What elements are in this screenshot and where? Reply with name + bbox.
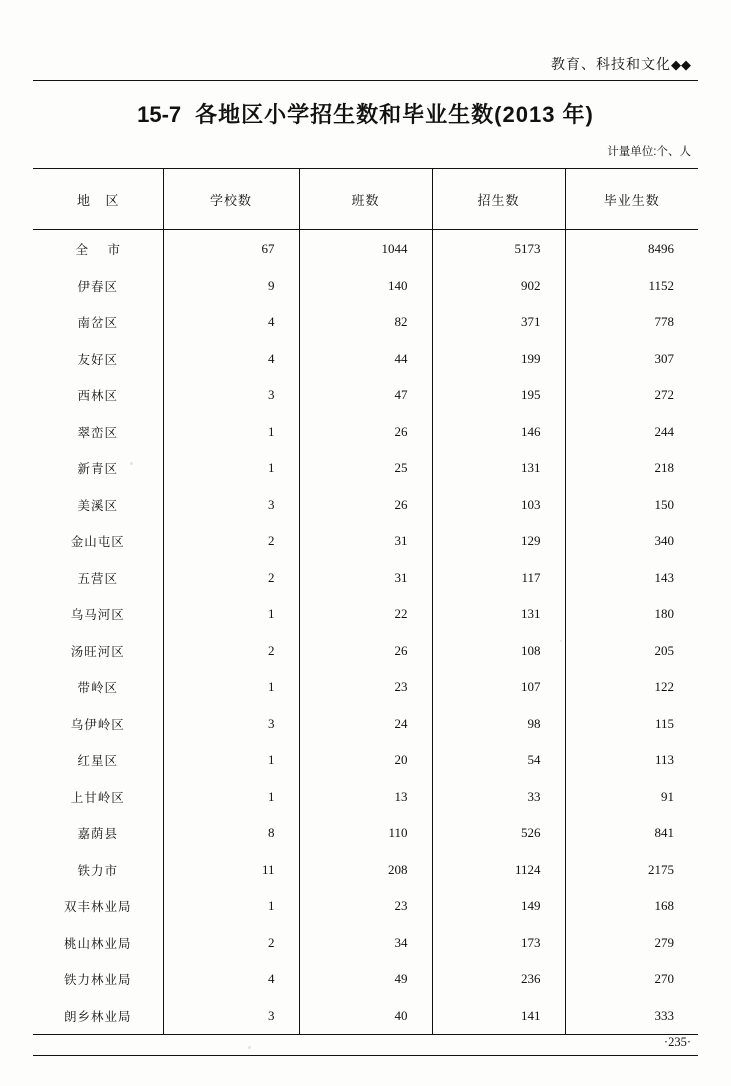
cell-schools: 3 <box>163 706 299 743</box>
cell-enrolled: 1124 <box>432 852 565 889</box>
table-header-row <box>33 169 698 230</box>
cell-enrolled: 117 <box>432 560 565 597</box>
running-head <box>551 54 691 74</box>
cell-enrolled: 5173 <box>432 230 565 268</box>
cell-region: 乌伊岭区 <box>70 717 125 732</box>
cell-region: 桃山林业局 <box>63 936 132 951</box>
cell-region: 上甘岭区 <box>70 790 125 805</box>
cell-schools: 8 <box>163 815 299 852</box>
cell-classes: 49 <box>299 961 432 998</box>
cell-classes: 47 <box>299 377 432 414</box>
column-header-schools: 学校数 <box>163 169 299 230</box>
cell-region: 美溪区 <box>77 498 118 513</box>
table-row <box>33 487 698 524</box>
cell-region: 友好区 <box>77 352 118 367</box>
scan-speck <box>560 640 562 642</box>
cell-classes: 24 <box>299 706 432 743</box>
cell-classes: 22 <box>299 596 432 633</box>
cell-region: 金山屯区 <box>70 535 125 550</box>
table-title-text: 各地区小学招生数和毕业生数(2013 年) <box>195 102 594 127</box>
cell-graduates: 340 <box>565 523 698 560</box>
cell-graduates: 150 <box>565 487 698 524</box>
cell-schools: 67 <box>163 230 299 268</box>
statistics-table <box>33 168 698 1034</box>
cell-classes: 40 <box>299 998 432 1035</box>
cell-graduates: 307 <box>565 341 698 378</box>
cell-schools: 3 <box>163 998 299 1035</box>
cell-classes: 26 <box>299 487 432 524</box>
cell-region: 铁力市 <box>77 863 118 878</box>
cell-graduates: 244 <box>565 414 698 451</box>
cell-classes: 82 <box>299 304 432 341</box>
cell-schools: 9 <box>163 268 299 305</box>
cell-classes: 1044 <box>299 230 432 268</box>
cell-classes: 23 <box>299 888 432 925</box>
footer-divider <box>33 1055 698 1056</box>
table-row <box>33 815 698 852</box>
cell-schools: 3 <box>163 487 299 524</box>
table-row <box>33 230 698 268</box>
column-header-classes: 班数 <box>299 169 432 230</box>
cell-enrolled: 236 <box>432 961 565 998</box>
cell-classes: 25 <box>299 450 432 487</box>
cell-graduates: 168 <box>565 888 698 925</box>
cell-region: 翠峦区 <box>77 425 118 440</box>
cell-graduates: 272 <box>565 377 698 414</box>
cell-enrolled: 149 <box>432 888 565 925</box>
cell-classes: 140 <box>299 268 432 305</box>
cell-graduates: 270 <box>565 961 698 998</box>
cell-enrolled: 195 <box>432 377 565 414</box>
cell-graduates: 113 <box>565 742 698 779</box>
table-row <box>33 523 698 560</box>
running-head-marks: ◆◆ <box>671 57 691 72</box>
scan-speck <box>130 462 133 465</box>
table-body <box>33 230 698 1035</box>
column-header-enrolled: 招生数 <box>432 169 565 230</box>
table-row <box>33 852 698 889</box>
cell-region: 带岭区 <box>77 681 118 696</box>
cell-schools: 1 <box>163 669 299 706</box>
table-row <box>33 377 698 414</box>
cell-classes: 208 <box>299 852 432 889</box>
cell-schools: 4 <box>163 341 299 378</box>
header-divider <box>33 80 698 81</box>
cell-region: 嘉荫县 <box>77 827 118 842</box>
running-head-text: 教育、科技和文化 <box>551 56 671 72</box>
cell-schools: 4 <box>163 961 299 998</box>
table-row <box>33 450 698 487</box>
cell-schools: 1 <box>163 596 299 633</box>
cell-classes: 20 <box>299 742 432 779</box>
cell-schools: 3 <box>163 377 299 414</box>
cell-schools: 1 <box>163 742 299 779</box>
cell-region: 南岔区 <box>77 316 118 331</box>
table-row <box>33 633 698 670</box>
cell-region: 汤旺河区 <box>70 644 125 659</box>
cell-classes: 23 <box>299 669 432 706</box>
cell-region: 西林区 <box>77 389 118 404</box>
cell-enrolled: 141 <box>432 998 565 1035</box>
table-header <box>33 169 698 230</box>
cell-schools: 11 <box>163 852 299 889</box>
cell-enrolled: 199 <box>432 341 565 378</box>
cell-enrolled: 131 <box>432 450 565 487</box>
cell-enrolled: 33 <box>432 779 565 816</box>
cell-graduates: 8496 <box>565 230 698 268</box>
cell-region: 铁力林业局 <box>63 973 132 988</box>
cell-region: 乌马河区 <box>70 608 125 623</box>
cell-enrolled: 902 <box>432 268 565 305</box>
cell-graduates: 1152 <box>565 268 698 305</box>
cell-enrolled: 54 <box>432 742 565 779</box>
cell-schools: 4 <box>163 304 299 341</box>
cell-graduates: 778 <box>565 304 698 341</box>
table-row <box>33 414 698 451</box>
cell-schools: 2 <box>163 633 299 670</box>
cell-classes: 110 <box>299 815 432 852</box>
cell-enrolled: 131 <box>432 596 565 633</box>
table-row <box>33 268 698 305</box>
cell-region: 红星区 <box>77 754 118 769</box>
table-row <box>33 304 698 341</box>
table-row <box>33 669 698 706</box>
cell-schools: 1 <box>163 779 299 816</box>
cell-classes: 44 <box>299 341 432 378</box>
cell-schools: 2 <box>163 560 299 597</box>
cell-region: 五营区 <box>77 571 118 586</box>
cell-enrolled: 173 <box>432 925 565 962</box>
cell-schools: 2 <box>163 523 299 560</box>
cell-classes: 26 <box>299 414 432 451</box>
table-number: 15-7 <box>137 102 182 127</box>
cell-schools: 1 <box>163 450 299 487</box>
table-row <box>33 961 698 998</box>
cell-graduates: 115 <box>565 706 698 743</box>
cell-enrolled: 103 <box>432 487 565 524</box>
table-row <box>33 742 698 779</box>
scan-speck <box>248 1046 251 1049</box>
cell-region: 朗乡林业局 <box>63 1009 132 1024</box>
cell-enrolled: 107 <box>432 669 565 706</box>
cell-schools: 2 <box>163 925 299 962</box>
cell-enrolled: 371 <box>432 304 565 341</box>
cell-graduates: 841 <box>565 815 698 852</box>
cell-classes: 34 <box>299 925 432 962</box>
cell-graduates: 122 <box>565 669 698 706</box>
cell-enrolled: 98 <box>432 706 565 743</box>
cell-schools: 1 <box>163 888 299 925</box>
cell-classes: 31 <box>299 523 432 560</box>
cell-classes: 13 <box>299 779 432 816</box>
table-row <box>33 925 698 962</box>
table-row <box>33 779 698 816</box>
cell-graduates: 279 <box>565 925 698 962</box>
cell-classes: 31 <box>299 560 432 597</box>
cell-graduates: 91 <box>565 779 698 816</box>
cell-schools: 1 <box>163 414 299 451</box>
cell-graduates: 2175 <box>565 852 698 889</box>
cell-enrolled: 108 <box>432 633 565 670</box>
unit-note: 计量单位:个、人 <box>607 146 691 158</box>
page-title <box>0 98 731 129</box>
table-row <box>33 596 698 633</box>
cell-region: 伊春区 <box>77 279 118 294</box>
column-header-region: 地 区 <box>33 169 163 230</box>
cell-region: 全 市 <box>75 243 128 258</box>
cell-enrolled: 129 <box>432 523 565 560</box>
table-row <box>33 888 698 925</box>
cell-graduates: 218 <box>565 450 698 487</box>
table-row <box>33 560 698 597</box>
table-row <box>33 706 698 743</box>
cell-graduates: 143 <box>565 560 698 597</box>
cell-graduates: 205 <box>565 633 698 670</box>
cell-enrolled: 146 <box>432 414 565 451</box>
table-row <box>33 998 698 1035</box>
cell-graduates: 180 <box>565 596 698 633</box>
page-number: ·235· <box>663 1035 691 1049</box>
cell-enrolled: 526 <box>432 815 565 852</box>
cell-region: 新青区 <box>77 462 118 477</box>
cell-classes: 26 <box>299 633 432 670</box>
table-row <box>33 341 698 378</box>
column-header-graduates: 毕业生数 <box>565 169 698 230</box>
table-bottom-divider <box>33 1034 698 1035</box>
cell-region: 双丰林业局 <box>63 900 132 915</box>
cell-graduates: 333 <box>565 998 698 1035</box>
